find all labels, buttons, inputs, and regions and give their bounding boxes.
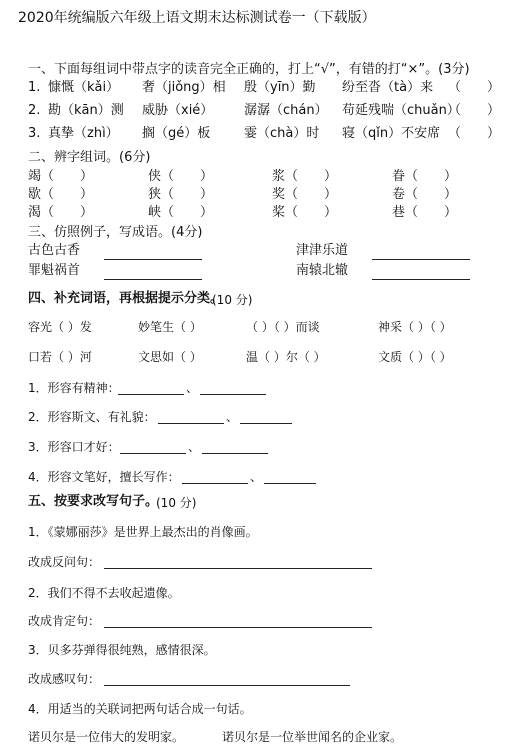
q1-row-2-word-3: 潺潺（chán） [244,103,328,118]
q3-blank-3[interactable] [104,279,202,280]
q4-item-4-blank-2[interactable] [264,483,316,484]
q3-example-4: 南辕北辙 [296,263,349,278]
q1-row-1-answer[interactable]: （ ） [448,80,501,95]
q1-row-3-num: 3. [28,126,41,141]
q4-item-3-label: 3．形容口才好： [28,440,120,454]
q4-item-2-sep: 、 [226,410,239,424]
q4-item-4-sep: 、 [250,470,263,484]
q3-example-3: 罪魁祸首 [28,263,81,278]
q5-task-1: 改成反问句： [28,555,101,569]
q1-heading: 一、下面每组词中带点字的读音完全正确的，打上“√”，有错的打“×”。(3分) [28,62,470,77]
q5-sentence-3: 3．贝多芬弹得很纯熟，感情很深。 [28,643,216,657]
q2-cell: 歇（ ） [28,187,94,202]
q3-example-1: 古色古香 [28,243,81,258]
q4-word: 口若（ ）河 [28,350,92,364]
q4-item-1-sep: 、 [186,381,199,395]
q1-row-3-word-2: 搁（gé）板 [142,126,211,141]
q4-item-2-blank-2[interactable] [240,423,292,424]
q5-sentence-2: 2．我们不得不去收起遗像。 [28,586,180,600]
q3-blank-2[interactable] [372,259,470,260]
q4-word: 温（ ）尔（ ） [246,350,326,364]
q2-cell: 渴（ ） [28,205,94,220]
q1-row-2-word-1: 勘（kān）测 [48,103,124,118]
q2-heading: 二、辨字组词。(6分) [28,150,151,165]
q5-heading: 五、按要求改写句子。 [28,494,159,509]
q1-row-1-word-3: 殷（yīn）勤 [244,80,316,95]
q2-cell: 狭（ ） [148,187,214,202]
q5-sentence-4: 4．用适当的关联词把两句话合成一句话。 [28,702,252,716]
q4-item-1-blank-2[interactable] [200,394,266,395]
q1-row-3-word-4: 寝（qǐn）不安席 [342,126,441,141]
q2-cell: 奖（ ） [272,187,338,202]
q3-heading: 三、仿照例子，写成语。(4分) [28,225,203,240]
q4-item-3-blank-1[interactable] [120,453,186,454]
q2-cell: 浆（ ） [272,169,338,184]
q5-score: (10 分) [156,496,197,510]
q2-cell: 巷（ ） [392,205,458,220]
q5-task-2: 改成肯定句： [28,614,101,628]
q1-row-1-word-1: 慷慨（kǎi） [48,80,120,95]
q4-heading: 四、补充词语，再根据提示分类。 [28,291,224,306]
q4-word: 文质（ ）（ ） [378,350,452,364]
q4-score: (10 分) [212,293,253,307]
q5-sentence-4a: 诺贝尔是一位伟大的发明家。 [28,730,185,744]
q4-item-1-blank-1[interactable] [118,394,184,395]
q1-row-3-word-3: 霎（chà）时 [244,126,320,141]
q2-cell: 竭（ ） [28,169,94,184]
q4-word: 文思如（ ） [138,350,202,364]
q2-cell: 卷（ ） [392,187,458,202]
q5-answer-line-3[interactable] [104,685,350,686]
q1-row-3-answer[interactable]: （ ） [448,126,501,141]
q1-row-1-word-2: 奢（jiǒng）相 [142,80,226,95]
page-title: 2020年统编版六年级上语文期末达标测试卷一（下载版） [18,10,376,26]
q3-blank-1[interactable] [104,259,202,260]
q4-word: （ ）（ ）而谈 [246,320,320,334]
q2-cell: 侠（ ） [148,169,214,184]
q4-item-2-blank-1[interactable] [158,423,224,424]
q4-item-4-blank-1[interactable] [182,483,248,484]
q3-example-2: 津津乐道 [296,243,349,258]
q5-sentence-1: 1．《蒙娜丽莎》是世界上最杰出的肖像画。 [28,525,258,539]
q5-answer-line-1[interactable] [104,568,372,569]
q5-sentence-4b: 诺贝尔是一位举世闻名的企业家。 [222,730,403,744]
q2-cell: 眷（ ） [392,169,458,184]
q1-row-2-num: 2. [28,103,41,118]
q1-row-2-word-2: 威胁（xié） [142,103,214,118]
q1-row-2-word-4: 苟延残喘（chuǎn） [342,103,460,118]
q1-row-1-num: 1. [28,80,41,95]
q4-word: 容光（ ）发 [28,320,92,334]
q4-item-1-label: 1．形容有精神： [28,381,120,395]
q5-answer-line-2[interactable] [104,627,372,628]
q4-word: 妙笔生（ ） [138,320,202,334]
q5-task-3: 改成感叹句： [28,672,101,686]
q2-cell: 峡（ ） [148,205,214,220]
q2-cell: 桨（ ） [272,205,338,220]
q4-item-4-label: 4．形容文笔好，擅长写作： [28,470,180,484]
q3-blank-4[interactable] [372,279,470,280]
q4-item-3-sep: 、 [188,440,201,454]
q1-row-2-answer[interactable]: （ ） [448,103,501,118]
q4-item-2-label: 2．形容斯文、有礼貌： [28,410,156,424]
q4-item-3-blank-2[interactable] [202,453,268,454]
q4-word: 神采（ ）（ ） [378,320,452,334]
q1-row-3-word-1: 真挚（zhì） [48,126,119,141]
q1-row-1-word-4: 纷至沓（tà）来 [342,80,434,95]
